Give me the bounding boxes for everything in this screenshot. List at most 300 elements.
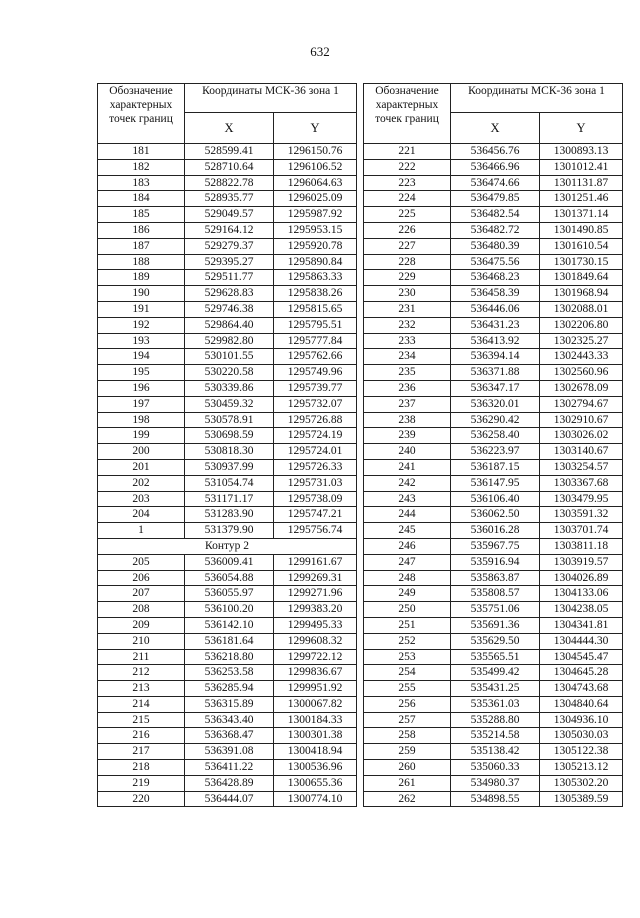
header-designation: Обозначение характерных точек границ	[98, 84, 185, 144]
table-row	[98, 365, 357, 381]
point-id-cell: 219	[98, 775, 185, 791]
y-coordinate-cell: 1301012.41	[540, 159, 623, 175]
x-coordinate-cell: 531379.90	[185, 523, 274, 539]
table-row	[364, 286, 623, 302]
table-row	[98, 570, 357, 586]
table-row	[364, 538, 623, 554]
x-coordinate-cell: 535916.94	[451, 554, 540, 570]
x-coordinate-cell: 536106.40	[451, 491, 540, 507]
x-coordinate-cell: 529279.37	[185, 238, 274, 254]
table-row	[98, 554, 357, 570]
x-coordinate-cell: 529164.12	[185, 222, 274, 238]
table-row	[98, 286, 357, 302]
y-coordinate-cell: 1301849.64	[540, 270, 623, 286]
point-id-cell: 251	[364, 617, 451, 633]
x-coordinate-cell: 529982.80	[185, 333, 274, 349]
x-coordinate-cell: 529628.83	[185, 286, 274, 302]
x-coordinate-cell: 536100.20	[185, 602, 274, 618]
point-id-cell: 188	[98, 254, 185, 270]
x-coordinate-cell: 536285.94	[185, 681, 274, 697]
table-row	[364, 602, 623, 618]
table-row	[98, 301, 357, 317]
point-id-cell: 183	[98, 175, 185, 191]
x-coordinate-cell: 536368.47	[185, 728, 274, 744]
x-coordinate-cell: 536456.76	[451, 144, 540, 160]
x-coordinate-cell: 536475.56	[451, 254, 540, 270]
y-coordinate-cell: 1301610.54	[540, 238, 623, 254]
y-coordinate-cell: 1303479.95	[540, 491, 623, 507]
table-row	[364, 570, 623, 586]
table-row	[364, 254, 623, 270]
table-row	[364, 459, 623, 475]
table-row	[98, 175, 357, 191]
point-id-cell: 215	[98, 712, 185, 728]
point-id-cell: 231	[364, 301, 451, 317]
y-coordinate-cell: 1295724.01	[274, 444, 357, 460]
x-coordinate-cell: 536371.88	[451, 365, 540, 381]
point-id-cell: 222	[364, 159, 451, 175]
x-coordinate-cell: 536142.10	[185, 617, 274, 633]
table-row	[364, 696, 623, 712]
point-id-cell: 242	[364, 475, 451, 491]
point-id-cell: 252	[364, 633, 451, 649]
y-coordinate-cell: 1304545.47	[540, 649, 623, 665]
point-id-cell: 246	[364, 538, 451, 554]
x-coordinate-cell: 536347.17	[451, 380, 540, 396]
header-coordinates: Координаты МСК-36 зона 1	[185, 84, 357, 113]
point-id-cell: 236	[364, 380, 451, 396]
table-row	[98, 380, 357, 396]
table-row	[98, 665, 357, 681]
x-coordinate-cell: 535214.58	[451, 728, 540, 744]
point-id-cell: 228	[364, 254, 451, 270]
x-coordinate-cell: 536391.08	[185, 744, 274, 760]
y-coordinate-cell: 1300418.94	[274, 744, 357, 760]
y-coordinate-cell: 1295795.51	[274, 317, 357, 333]
table-row	[364, 665, 623, 681]
header-x: X	[451, 113, 540, 144]
x-coordinate-cell: 536474.66	[451, 175, 540, 191]
point-id-cell: 227	[364, 238, 451, 254]
point-id-cell: 192	[98, 317, 185, 333]
x-coordinate-cell: 529746.38	[185, 301, 274, 317]
x-coordinate-cell: 535060.33	[451, 760, 540, 776]
x-coordinate-cell: 536446.06	[451, 301, 540, 317]
table-row	[364, 144, 623, 160]
point-id-cell: 223	[364, 175, 451, 191]
x-coordinate-cell: 536343.40	[185, 712, 274, 728]
x-coordinate-cell: 530339.86	[185, 380, 274, 396]
point-id-cell: 257	[364, 712, 451, 728]
point-id-cell: 261	[364, 775, 451, 791]
point-id-cell: 255	[364, 681, 451, 697]
table-row	[364, 207, 623, 223]
x-coordinate-cell: 536290.42	[451, 412, 540, 428]
table-row	[98, 507, 357, 523]
y-coordinate-cell: 1305213.12	[540, 760, 623, 776]
y-coordinate-cell: 1295838.26	[274, 286, 357, 302]
y-coordinate-cell: 1295739.77	[274, 380, 357, 396]
table-row	[364, 744, 623, 760]
point-id-cell: 221	[364, 144, 451, 160]
table-row	[364, 159, 623, 175]
x-coordinate-cell: 535863.87	[451, 570, 540, 586]
table-row	[98, 459, 357, 475]
y-coordinate-cell: 1303367.68	[540, 475, 623, 491]
table-row	[364, 175, 623, 191]
y-coordinate-cell: 1299161.67	[274, 554, 357, 570]
point-id-cell: 240	[364, 444, 451, 460]
point-id-cell: 234	[364, 349, 451, 365]
x-coordinate-cell: 530818.30	[185, 444, 274, 460]
table-row	[364, 791, 623, 807]
x-coordinate-cell: 534980.37	[451, 775, 540, 791]
point-id-cell: 216	[98, 728, 185, 744]
table-row	[364, 317, 623, 333]
table-row	[98, 254, 357, 270]
x-coordinate-cell: 535751.06	[451, 602, 540, 618]
y-coordinate-cell: 1299951.92	[274, 681, 357, 697]
table-row	[364, 365, 623, 381]
x-coordinate-cell: 535499.42	[451, 665, 540, 681]
y-coordinate-cell: 1303254.57	[540, 459, 623, 475]
x-coordinate-cell: 536413.92	[451, 333, 540, 349]
y-coordinate-cell: 1295762.66	[274, 349, 357, 365]
y-coordinate-cell: 1304743.68	[540, 681, 623, 697]
coordinates-table-left	[97, 83, 357, 807]
x-coordinate-cell: 530459.32	[185, 396, 274, 412]
y-coordinate-cell: 1304444.30	[540, 633, 623, 649]
y-coordinate-cell: 1302206.80	[540, 317, 623, 333]
y-coordinate-cell: 1295747.21	[274, 507, 357, 523]
y-coordinate-cell: 1299836.67	[274, 665, 357, 681]
table-row	[98, 333, 357, 349]
x-coordinate-cell: 531283.90	[185, 507, 274, 523]
table-row	[98, 349, 357, 365]
y-coordinate-cell: 1304238.05	[540, 602, 623, 618]
x-coordinate-cell: 529511.77	[185, 270, 274, 286]
point-id-cell: 194	[98, 349, 185, 365]
y-coordinate-cell: 1302910.67	[540, 412, 623, 428]
y-coordinate-cell: 1299269.31	[274, 570, 357, 586]
y-coordinate-cell: 1300067.82	[274, 696, 357, 712]
y-coordinate-cell: 1301251.46	[540, 191, 623, 207]
x-coordinate-cell: 535138.42	[451, 744, 540, 760]
table-row	[364, 428, 623, 444]
table-row	[364, 475, 623, 491]
table-row	[364, 554, 623, 570]
table-row	[98, 791, 357, 807]
point-id-cell: 204	[98, 507, 185, 523]
point-id-cell: 232	[364, 317, 451, 333]
point-id-cell: 260	[364, 760, 451, 776]
y-coordinate-cell: 1300774.10	[274, 791, 357, 807]
table-row	[98, 602, 357, 618]
table-row	[98, 617, 357, 633]
x-coordinate-cell: 536009.41	[185, 554, 274, 570]
table-row	[98, 775, 357, 791]
point-id-cell: 185	[98, 207, 185, 223]
point-id-cell: 235	[364, 365, 451, 381]
table-row	[98, 696, 357, 712]
x-coordinate-cell: 535967.75	[451, 538, 540, 554]
x-coordinate-cell: 528599.41	[185, 144, 274, 160]
x-coordinate-cell: 536016.28	[451, 523, 540, 539]
y-coordinate-cell: 1303026.02	[540, 428, 623, 444]
y-coordinate-cell: 1301371.14	[540, 207, 623, 223]
point-id-cell: 198	[98, 412, 185, 428]
x-coordinate-cell: 536444.07	[185, 791, 274, 807]
point-id-cell: 258	[364, 728, 451, 744]
table-row	[364, 270, 623, 286]
table-row	[364, 380, 623, 396]
y-coordinate-cell: 1300655.36	[274, 775, 357, 791]
y-coordinate-cell: 1295920.78	[274, 238, 357, 254]
table-row	[364, 491, 623, 507]
table-row	[98, 586, 357, 602]
table-row	[364, 222, 623, 238]
x-coordinate-cell: 536054.88	[185, 570, 274, 586]
point-id-cell: 248	[364, 570, 451, 586]
y-coordinate-cell: 1296025.09	[274, 191, 357, 207]
table-row	[98, 238, 357, 254]
x-coordinate-cell: 535808.57	[451, 586, 540, 602]
x-coordinate-cell: 528710.64	[185, 159, 274, 175]
table-row	[98, 538, 357, 554]
header-designation: Обозначение характерных точек границ	[364, 84, 451, 144]
y-coordinate-cell: 1304133.06	[540, 586, 623, 602]
x-coordinate-cell: 536253.58	[185, 665, 274, 681]
coordinates-table-right	[363, 83, 623, 807]
point-id-cell: 259	[364, 744, 451, 760]
x-coordinate-cell: 531054.74	[185, 475, 274, 491]
y-coordinate-cell: 1295777.84	[274, 333, 357, 349]
y-coordinate-cell: 1295987.92	[274, 207, 357, 223]
y-coordinate-cell: 1302678.09	[540, 380, 623, 396]
table-row	[364, 301, 623, 317]
x-coordinate-cell: 536428.89	[185, 775, 274, 791]
point-id-cell: 186	[98, 222, 185, 238]
x-coordinate-cell: 530220.58	[185, 365, 274, 381]
table-row	[364, 507, 623, 523]
y-coordinate-cell: 1301730.15	[540, 254, 623, 270]
y-coordinate-cell: 1305302.20	[540, 775, 623, 791]
x-coordinate-cell: 530578.91	[185, 412, 274, 428]
table-row	[364, 760, 623, 776]
y-coordinate-cell: 1296064.63	[274, 175, 357, 191]
x-coordinate-cell: 529864.40	[185, 317, 274, 333]
point-id-cell: 256	[364, 696, 451, 712]
y-coordinate-cell: 1302325.27	[540, 333, 623, 349]
x-coordinate-cell: 536218.80	[185, 649, 274, 665]
header-coordinates: Координаты МСК-36 зона 1	[451, 84, 623, 113]
x-coordinate-cell: 535431.25	[451, 681, 540, 697]
y-coordinate-cell: 1301490.85	[540, 222, 623, 238]
table-row	[364, 681, 623, 697]
table-row	[364, 775, 623, 791]
x-coordinate-cell: 536320.01	[451, 396, 540, 412]
y-coordinate-cell: 1295724.19	[274, 428, 357, 444]
point-id-cell: 238	[364, 412, 451, 428]
table-row	[98, 144, 357, 160]
table-row	[98, 191, 357, 207]
table-row	[364, 333, 623, 349]
y-coordinate-cell: 1299495.33	[274, 617, 357, 633]
y-coordinate-cell: 1295738.09	[274, 491, 357, 507]
point-id-cell: 209	[98, 617, 185, 633]
y-coordinate-cell: 1305030.03	[540, 728, 623, 744]
point-id-cell: 195	[98, 365, 185, 381]
table-row	[98, 159, 357, 175]
x-coordinate-cell: 536431.23	[451, 317, 540, 333]
x-coordinate-cell: 536468.23	[451, 270, 540, 286]
point-id-cell: 199	[98, 428, 185, 444]
x-coordinate-cell: 529395.27	[185, 254, 274, 270]
y-coordinate-cell: 1299722.12	[274, 649, 357, 665]
table-row	[98, 633, 357, 649]
table-row	[364, 712, 623, 728]
point-id-cell: 189	[98, 270, 185, 286]
table-row	[364, 238, 623, 254]
x-coordinate-cell: 528822.78	[185, 175, 274, 191]
point-id-cell: 187	[98, 238, 185, 254]
x-coordinate-cell: 536466.96	[451, 159, 540, 175]
y-coordinate-cell: 1295731.03	[274, 475, 357, 491]
table-row	[364, 444, 623, 460]
x-coordinate-cell: 534898.55	[451, 791, 540, 807]
table-row	[364, 633, 623, 649]
x-coordinate-cell: 530937.99	[185, 459, 274, 475]
y-coordinate-cell: 1295953.15	[274, 222, 357, 238]
point-id-cell: 247	[364, 554, 451, 570]
table-row	[98, 649, 357, 665]
y-coordinate-cell: 1303140.67	[540, 444, 623, 460]
x-coordinate-cell: 529049.57	[185, 207, 274, 223]
point-id-cell: 220	[98, 791, 185, 807]
y-coordinate-cell: 1300301.38	[274, 728, 357, 744]
x-coordinate-cell: 535565.51	[451, 649, 540, 665]
table-row	[98, 317, 357, 333]
point-id-cell: 226	[364, 222, 451, 238]
y-coordinate-cell: 1295732.07	[274, 396, 357, 412]
x-coordinate-cell: 530698.59	[185, 428, 274, 444]
point-id-cell: 225	[364, 207, 451, 223]
table-row	[364, 191, 623, 207]
point-id-cell: 206	[98, 570, 185, 586]
x-coordinate-cell: 530101.55	[185, 349, 274, 365]
y-coordinate-cell: 1304645.28	[540, 665, 623, 681]
table-row	[98, 681, 357, 697]
point-id-cell: 262	[364, 791, 451, 807]
x-coordinate-cell: 536480.39	[451, 238, 540, 254]
x-coordinate-cell: 536062.50	[451, 507, 540, 523]
point-id-cell: 229	[364, 270, 451, 286]
point-id-cell: 202	[98, 475, 185, 491]
y-coordinate-cell: 1304936.10	[540, 712, 623, 728]
table-row	[98, 475, 357, 491]
y-coordinate-cell: 1295726.33	[274, 459, 357, 475]
x-coordinate-cell: 535691.36	[451, 617, 540, 633]
y-coordinate-cell: 1300893.13	[540, 144, 623, 160]
table-row	[364, 412, 623, 428]
x-coordinate-cell: 535629.50	[451, 633, 540, 649]
point-id-cell: 233	[364, 333, 451, 349]
point-id-cell: 191	[98, 301, 185, 317]
contour-subheader: Контур 2	[98, 538, 357, 554]
point-id-cell: 250	[364, 602, 451, 618]
point-id-cell: 218	[98, 760, 185, 776]
y-coordinate-cell: 1304026.89	[540, 570, 623, 586]
table-row	[98, 744, 357, 760]
y-coordinate-cell: 1304341.81	[540, 617, 623, 633]
x-coordinate-cell: 536411.22	[185, 760, 274, 776]
table-row	[98, 728, 357, 744]
point-id-cell: 193	[98, 333, 185, 349]
point-id-cell: 245	[364, 523, 451, 539]
point-id-cell: 237	[364, 396, 451, 412]
table-row	[98, 222, 357, 238]
point-id-cell: 213	[98, 681, 185, 697]
table-row	[98, 412, 357, 428]
x-coordinate-cell: 536258.40	[451, 428, 540, 444]
table-row	[98, 428, 357, 444]
point-id-cell: 197	[98, 396, 185, 412]
table-row	[98, 712, 357, 728]
y-coordinate-cell: 1305389.59	[540, 791, 623, 807]
point-id-cell: 207	[98, 586, 185, 602]
y-coordinate-cell: 1302443.33	[540, 349, 623, 365]
header-y: Y	[274, 113, 357, 144]
coordinates-tables	[97, 83, 623, 807]
table-row	[364, 649, 623, 665]
point-id-cell: 203	[98, 491, 185, 507]
table-row	[98, 207, 357, 223]
table-row	[364, 396, 623, 412]
table-row	[364, 617, 623, 633]
point-id-cell: 208	[98, 602, 185, 618]
y-coordinate-cell: 1303919.57	[540, 554, 623, 570]
point-id-cell: 181	[98, 144, 185, 160]
point-id-cell: 190	[98, 286, 185, 302]
y-coordinate-cell: 1301968.94	[540, 286, 623, 302]
table-row	[364, 728, 623, 744]
point-id-cell: 239	[364, 428, 451, 444]
table-row	[364, 523, 623, 539]
y-coordinate-cell: 1303811.18	[540, 538, 623, 554]
y-coordinate-cell: 1300536.96	[274, 760, 357, 776]
table-row	[98, 491, 357, 507]
y-coordinate-cell: 1301131.87	[540, 175, 623, 191]
point-id-cell: 249	[364, 586, 451, 602]
page-number: 632	[310, 44, 330, 59]
y-coordinate-cell: 1295815.65	[274, 301, 357, 317]
y-coordinate-cell: 1300184.33	[274, 712, 357, 728]
y-coordinate-cell: 1295863.33	[274, 270, 357, 286]
point-id-cell: 211	[98, 649, 185, 665]
point-id-cell: 184	[98, 191, 185, 207]
point-id-cell: 241	[364, 459, 451, 475]
point-id-cell: 201	[98, 459, 185, 475]
x-coordinate-cell: 536147.95	[451, 475, 540, 491]
y-coordinate-cell: 1302560.96	[540, 365, 623, 381]
point-id-cell: 214	[98, 696, 185, 712]
table-row	[364, 586, 623, 602]
x-coordinate-cell: 536482.72	[451, 222, 540, 238]
point-id-cell: 182	[98, 159, 185, 175]
x-coordinate-cell: 531171.17	[185, 491, 274, 507]
y-coordinate-cell: 1302088.01	[540, 301, 623, 317]
point-id-cell: 205	[98, 554, 185, 570]
